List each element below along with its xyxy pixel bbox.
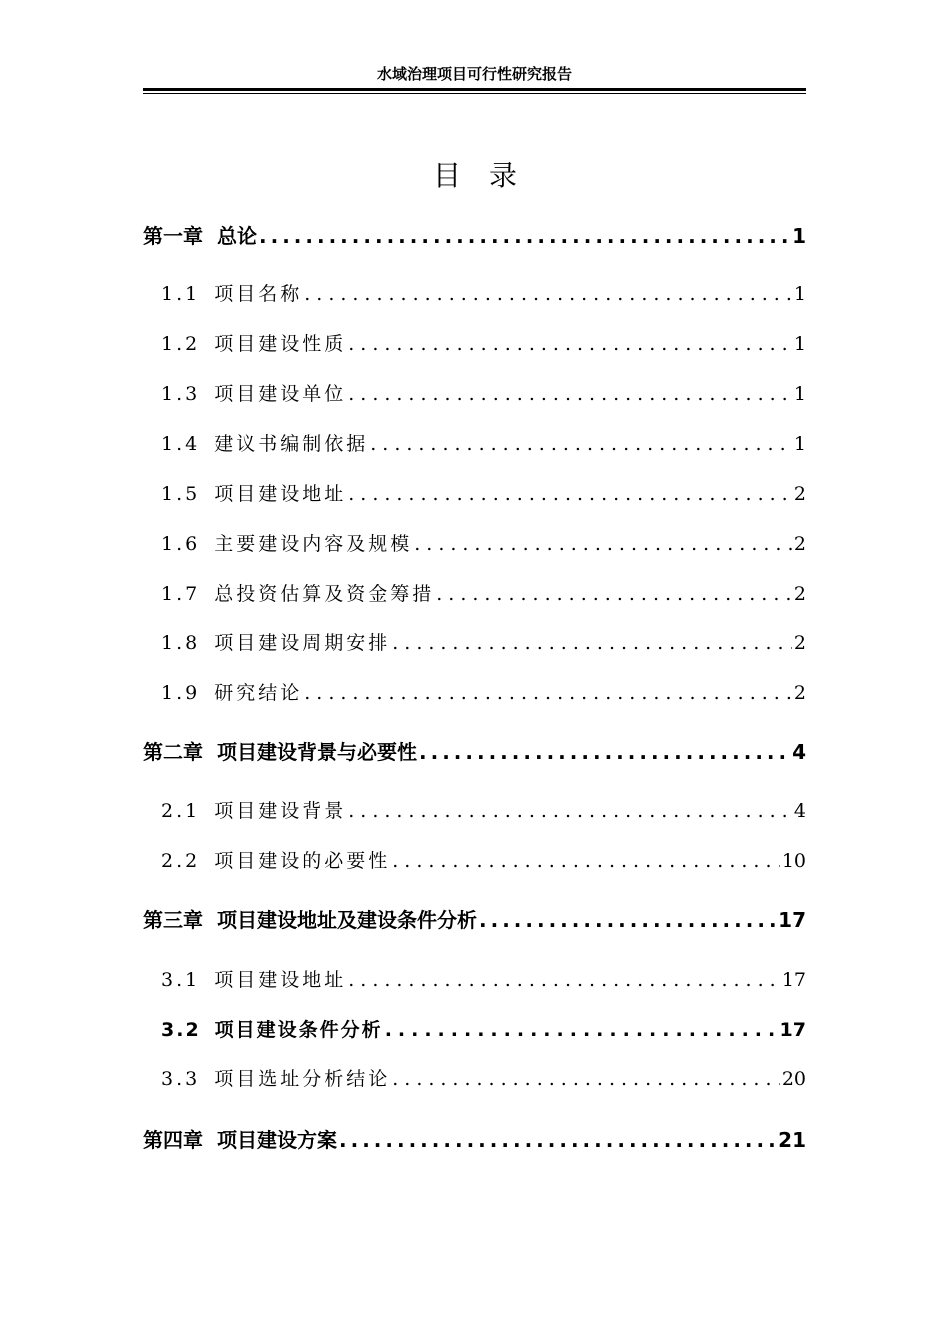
- toc-entry-page-number: 10: [781, 850, 806, 872]
- toc-chapter-entry[interactable]: [143, 736, 806, 768]
- header-rule-thick: [143, 88, 806, 91]
- toc-entry-title: 主要建设内容及规模: [214, 533, 413, 555]
- toc-section-entry[interactable]: [161, 845, 806, 877]
- header-title: 水域治理项目可行性研究报告: [376, 65, 572, 83]
- toc-entry-page-number: 2: [793, 632, 806, 654]
- toc-dot-leader: [304, 677, 792, 709]
- toc-entry-title: 项目建设地址: [214, 483, 347, 505]
- toc-dot-leader: [339, 1124, 776, 1156]
- toc-entry-number: 1.1: [161, 283, 201, 305]
- toc-entry-page-number: 2: [793, 533, 806, 555]
- toc-chapter-entry[interactable]: [143, 904, 806, 936]
- toc-entry-number: 3.1: [161, 969, 201, 991]
- toc-entry-title: 项目建设背景与必要性: [217, 740, 417, 764]
- toc-entry-title: 建议书编制依据: [214, 433, 369, 455]
- toc-dot-leader: [392, 845, 780, 877]
- toc-dot-leader: [304, 278, 792, 310]
- toc-dot-leader: [348, 964, 780, 996]
- toc-entry-title: 项目建设周期安排: [214, 632, 391, 654]
- toc-dot-leader: [392, 627, 792, 659]
- toc-title: 目录: [432, 159, 545, 192]
- toc-dot-leader: [392, 1063, 780, 1095]
- toc-section-entry[interactable]: [161, 428, 806, 460]
- toc-entry-number: 第一章: [143, 224, 203, 248]
- toc-entry-page-number: 1: [793, 433, 806, 455]
- toc-dot-leader: [385, 1014, 778, 1046]
- toc-section-entry[interactable]: [161, 795, 806, 827]
- toc-chapter-entry[interactable]: [143, 220, 806, 252]
- toc-section-entry[interactable]: [161, 677, 806, 709]
- toc-dot-leader: [479, 904, 776, 936]
- toc-entry-page-number: 1: [793, 333, 806, 355]
- toc-dot-leader: [348, 328, 792, 360]
- toc-dot-leader: [370, 428, 792, 460]
- toc-dot-leader: [259, 220, 790, 252]
- toc-entry-title: 项目建设性质: [214, 333, 347, 355]
- toc-section-entry[interactable]: [161, 378, 806, 410]
- toc-entry-title: 项目建设单位: [214, 383, 347, 405]
- toc-entry-page-number: 2: [793, 483, 806, 505]
- toc-entry-title: 项目名称: [214, 283, 303, 305]
- toc-entry-page-number: 1: [793, 283, 806, 305]
- toc-section-entry[interactable]: [161, 578, 806, 610]
- toc-entry-page-number: 17: [779, 1019, 806, 1041]
- toc-entry-title: 项目选址分析结论: [214, 1068, 391, 1090]
- toc-dot-leader: [414, 528, 792, 560]
- toc-entry-page-number: 4: [793, 800, 806, 822]
- toc-entry-number: 第四章: [143, 1128, 203, 1152]
- toc-entry-number: 1.5: [161, 483, 201, 505]
- toc-section-entry[interactable]: [161, 627, 806, 659]
- toc-entry-title: 项目建设方案: [217, 1128, 337, 1152]
- toc-section-entry[interactable]: [161, 328, 806, 360]
- toc-section-entry[interactable]: [161, 478, 806, 510]
- toc-entry-page-number: 17: [781, 969, 806, 991]
- toc-entry-title: 总论: [217, 224, 257, 248]
- toc-entry-number: 3.2: [161, 1019, 201, 1041]
- toc-dot-leader: [348, 478, 792, 510]
- toc-entry-number: 1.7: [161, 583, 201, 605]
- toc-entry-title: 项目建设地址及建设条件分析: [217, 908, 477, 932]
- toc-section-entry[interactable]: [161, 528, 806, 560]
- page-header: [143, 62, 806, 86]
- toc-dot-leader: [419, 736, 790, 768]
- toc-entry-page-number: 17: [778, 908, 806, 932]
- toc-entry-number: 2.1: [161, 800, 201, 822]
- toc-entry-number: 3.3: [161, 1068, 201, 1090]
- toc-section-entry[interactable]: [161, 964, 806, 996]
- toc-entry-page-number: 1: [792, 224, 806, 248]
- toc-entry-page-number: 20: [781, 1068, 806, 1090]
- toc-entry-page-number: 4: [792, 740, 806, 764]
- toc-entry-page-number: 2: [793, 682, 806, 704]
- toc-entry-number: 第三章: [143, 908, 203, 932]
- toc-entry-number: 1.9: [161, 682, 201, 704]
- toc-dot-leader: [348, 378, 792, 410]
- toc-entry-page-number: 21: [778, 1128, 806, 1152]
- toc-section-entry[interactable]: [161, 278, 806, 310]
- header-rule-thin: [143, 93, 806, 94]
- toc-entry-number: 2.2: [161, 850, 201, 872]
- toc-entry-number: 1.8: [161, 632, 201, 654]
- toc-entry-number: 1.6: [161, 533, 201, 555]
- toc-entry-title: 总投资估算及资金筹措: [214, 583, 435, 605]
- toc-entry-title: 项目建设条件分析: [214, 1019, 383, 1041]
- toc-entry-title: 项目建设地址: [214, 969, 347, 991]
- toc-dot-leader: [436, 578, 792, 610]
- toc-entry-number: 1.2: [161, 333, 201, 355]
- toc-entry-number: 第二章: [143, 740, 203, 764]
- toc-section-entry[interactable]: [161, 1063, 806, 1095]
- toc-entry-page-number: 1: [793, 383, 806, 405]
- toc-section-entry[interactable]: [161, 1014, 806, 1046]
- toc-chapter-entry[interactable]: [143, 1124, 806, 1156]
- toc-entry-title: 项目建设的必要性: [214, 850, 391, 872]
- toc-entry-number: 1.4: [161, 433, 201, 455]
- toc-entry-page-number: 2: [793, 583, 806, 605]
- toc-dot-leader: [348, 795, 792, 827]
- toc-entry-title: 项目建设背景: [214, 800, 347, 822]
- toc-entry-number: 1.3: [161, 383, 201, 405]
- toc-entry-title: 研究结论: [214, 682, 303, 704]
